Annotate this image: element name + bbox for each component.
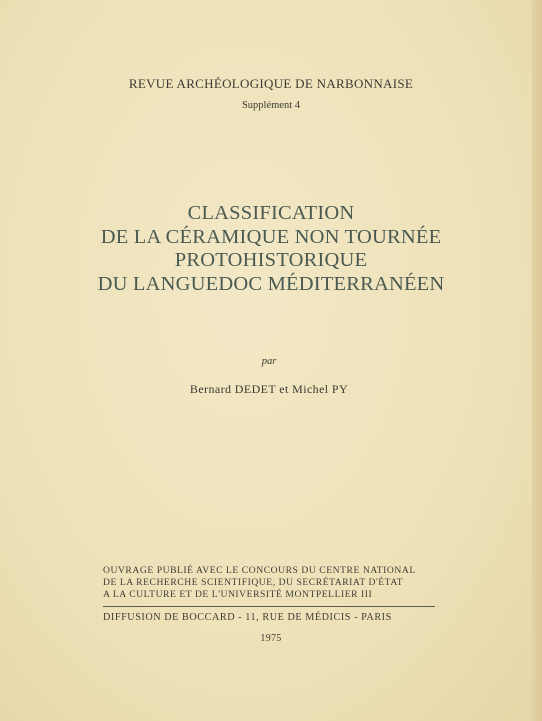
authors: Bernard DEDET et Michel PY xyxy=(189,382,349,396)
support-line: OUVRAGE PUBLIÉ AVEC LE CONCOURS DU CENTRE NATIONAL xyxy=(103,565,416,576)
book-title xyxy=(0,202,542,296)
by-label: par xyxy=(261,356,277,367)
series-title: REVUE ARCHÉOLOGIQUE DE NARBONNAISE xyxy=(128,76,414,91)
title-line: CLASSIFICATION xyxy=(187,202,355,224)
supplement-number: Supplément 4 xyxy=(241,100,301,111)
divider-rule xyxy=(103,606,435,607)
title-line: DE LA CÉRAMIQUE NON TOURNÉE xyxy=(100,225,442,248)
support-statement xyxy=(103,565,443,601)
distribution-line: DIFFUSION DE BOCCARD - 11, RUE DE MÉDICIS - PARIS xyxy=(103,612,392,623)
title-line: PROTOHISTORIQUE xyxy=(174,249,368,271)
publication-year: 1975 xyxy=(260,633,282,644)
support-line: A LA CULTURE ET DE L'UNIVERSITÉ MONTPELLIER III xyxy=(103,589,373,600)
support-line: DE LA RECHERCHE SCIENTIFIQUE, DU SECRÉTARIAT D'ÉTAT xyxy=(103,577,404,588)
title-line: DU LANGUEDOC MÉDITERRANÉEN xyxy=(97,272,445,295)
